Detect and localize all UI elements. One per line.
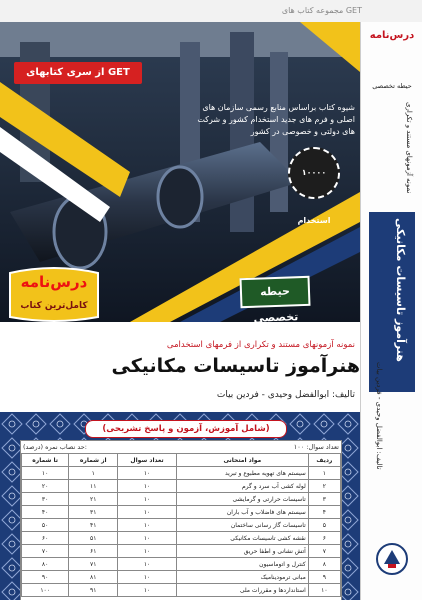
exam-subjects-table bbox=[21, 453, 341, 597]
col-row: ردیف bbox=[308, 454, 340, 467]
cell-to: ۷۰ bbox=[22, 545, 69, 558]
table-row bbox=[22, 571, 341, 584]
spine-authors: تالیف: ابوالفضل وحیدی - فردین بیات bbox=[375, 362, 383, 470]
spine-title: هنرآموز تاسیسات مکانیکی bbox=[394, 218, 407, 362]
table-header-row bbox=[21, 441, 341, 453]
cell-subject: نقشه کشی تاسیسات مکانیکی bbox=[176, 532, 308, 545]
table-row bbox=[22, 558, 341, 571]
cell-from: ۱ bbox=[69, 467, 118, 480]
cell-subject: مبانی ترمودینامیک bbox=[176, 571, 308, 584]
cell-row: ۳ bbox=[308, 493, 340, 506]
cell-subject: سیستم های تهویه مطبوع و تبرید bbox=[176, 467, 308, 480]
spine-line: نمونه آزمونهای مستند و تکراری bbox=[405, 102, 413, 194]
cell-count: ۱۰ bbox=[118, 467, 177, 480]
cell-subject: کنترل و اتوماسیون bbox=[176, 558, 308, 571]
cell-from: ۹۱ bbox=[69, 584, 118, 597]
table-row bbox=[22, 480, 341, 493]
cell-count: ۱۰ bbox=[118, 506, 177, 519]
cell-row: ۹ bbox=[308, 571, 340, 584]
cell-subject: لوله کشی آب سرد و گرم bbox=[176, 480, 308, 493]
cell-from: ۷۱ bbox=[69, 558, 118, 571]
includes-label: (شامل آموزش، آزمون و پاسخ تشریحی) bbox=[85, 420, 287, 438]
spine-series: درس‌نامه bbox=[369, 30, 415, 41]
book-title: هنرآموز تاسیسات مکانیکی bbox=[111, 355, 360, 377]
cell-row: ۴ bbox=[308, 506, 340, 519]
spine-text-area bbox=[365, 102, 419, 582]
table-row bbox=[22, 532, 341, 545]
cell-subject: سیستم های فاضلاب و آب باران bbox=[176, 506, 308, 519]
cell-from: ۴۱ bbox=[69, 519, 118, 532]
cell-to: ۴۰ bbox=[22, 506, 69, 519]
cell-from: ۸۱ bbox=[69, 571, 118, 584]
cell-from: ۲۱ bbox=[69, 493, 118, 506]
cell-row: ۸ bbox=[308, 558, 340, 571]
table-row bbox=[22, 506, 341, 519]
cell-from: ۵۱ bbox=[69, 532, 118, 545]
top-strip: مجموعه کتاب های GET bbox=[0, 0, 422, 22]
cell-to: ۶۰ bbox=[22, 532, 69, 545]
cell-count: ۱۰ bbox=[118, 519, 177, 532]
cell-subject: تاسیسات حرارتی و گرمایشی bbox=[176, 493, 308, 506]
cover-subtitle: نمونه آزمونهای مستند و تکراری از فرمهای استخدامی bbox=[166, 340, 355, 350]
hiring-stamp: ۱۰۰۰۰ استخدام bbox=[288, 147, 340, 199]
cell-from: ۱۱ bbox=[69, 480, 118, 493]
sticker-title: درس‌نامه bbox=[20, 273, 88, 291]
cell-row: ۲ bbox=[308, 480, 340, 493]
cell-subject: آتش نشانی و اطفا حریق bbox=[176, 545, 308, 558]
table-header-right: تعداد سوال: ۱۰۰ bbox=[293, 443, 339, 451]
exam-table-box bbox=[20, 440, 342, 600]
book-authors: تالیف: ابوالفضل وحیدی - فردین بیات bbox=[216, 390, 355, 400]
col-subject: مواد امتحانی bbox=[176, 454, 308, 467]
table-columns bbox=[22, 454, 341, 467]
spine-category: حیطه تخصصی bbox=[372, 82, 412, 90]
cell-to: ۹۰ bbox=[22, 571, 69, 584]
cell-count: ۱۰ bbox=[118, 545, 177, 558]
cell-subject: تاسیسات گاز رسانی ساختمان bbox=[176, 519, 308, 532]
table-row bbox=[22, 493, 341, 506]
cell-row: ۵ bbox=[308, 519, 340, 532]
col-count: تعداد سوال bbox=[118, 454, 177, 467]
cell-to: ۱۰۰ bbox=[22, 584, 69, 597]
cell-count: ۱۰ bbox=[118, 493, 177, 506]
table-row bbox=[22, 519, 341, 532]
publisher-logo-icon bbox=[375, 542, 409, 576]
cell-row: ۱۰ bbox=[308, 584, 340, 597]
col-to: تا شماره bbox=[22, 454, 69, 467]
cell-count: ۱۰ bbox=[118, 584, 177, 597]
cell-to: ۲۰ bbox=[22, 480, 69, 493]
cover-description: شیوه کتاب براساس منابع رسمی سازمان های اصلی و فرم های جدید استخدام کشور و شرکت های دولتی و خصوصی در کشور bbox=[197, 103, 355, 136]
cell-to: ۳۰ bbox=[22, 493, 69, 506]
category-badge: حیطه تخصصی bbox=[239, 276, 310, 308]
cell-count: ۱۰ bbox=[118, 571, 177, 584]
cell-from: ۶۱ bbox=[69, 545, 118, 558]
table-body bbox=[22, 467, 341, 597]
cell-count: ۱۰ bbox=[118, 480, 177, 493]
cell-to: ۵۰ bbox=[22, 519, 69, 532]
cell-subject: استانداردها و مقررات ملی bbox=[176, 584, 308, 597]
cell-count: ۱۰ bbox=[118, 532, 177, 545]
series-banner: از سری کتابهای GET bbox=[14, 62, 142, 84]
col-from: از شماره bbox=[69, 454, 118, 467]
table-row bbox=[22, 584, 341, 597]
front-cover bbox=[0, 22, 360, 600]
cell-row: ۱ bbox=[308, 467, 340, 480]
book-spine bbox=[360, 22, 422, 600]
table-row bbox=[22, 467, 341, 480]
cell-count: ۱۰ bbox=[118, 558, 177, 571]
cell-row: ۶ bbox=[308, 532, 340, 545]
cell-row: ۷ bbox=[308, 545, 340, 558]
cell-to: ۸۰ bbox=[22, 558, 69, 571]
darsnameh-sticker bbox=[6, 267, 102, 323]
cell-to: ۱۰ bbox=[22, 467, 69, 480]
cell-from: ۳۱ bbox=[69, 506, 118, 519]
sticker-subtitle: کامل‌ترین کتاب bbox=[20, 301, 88, 311]
table-row bbox=[22, 545, 341, 558]
table-header-left: حد نصاب نمره (درصد): bbox=[23, 443, 87, 451]
